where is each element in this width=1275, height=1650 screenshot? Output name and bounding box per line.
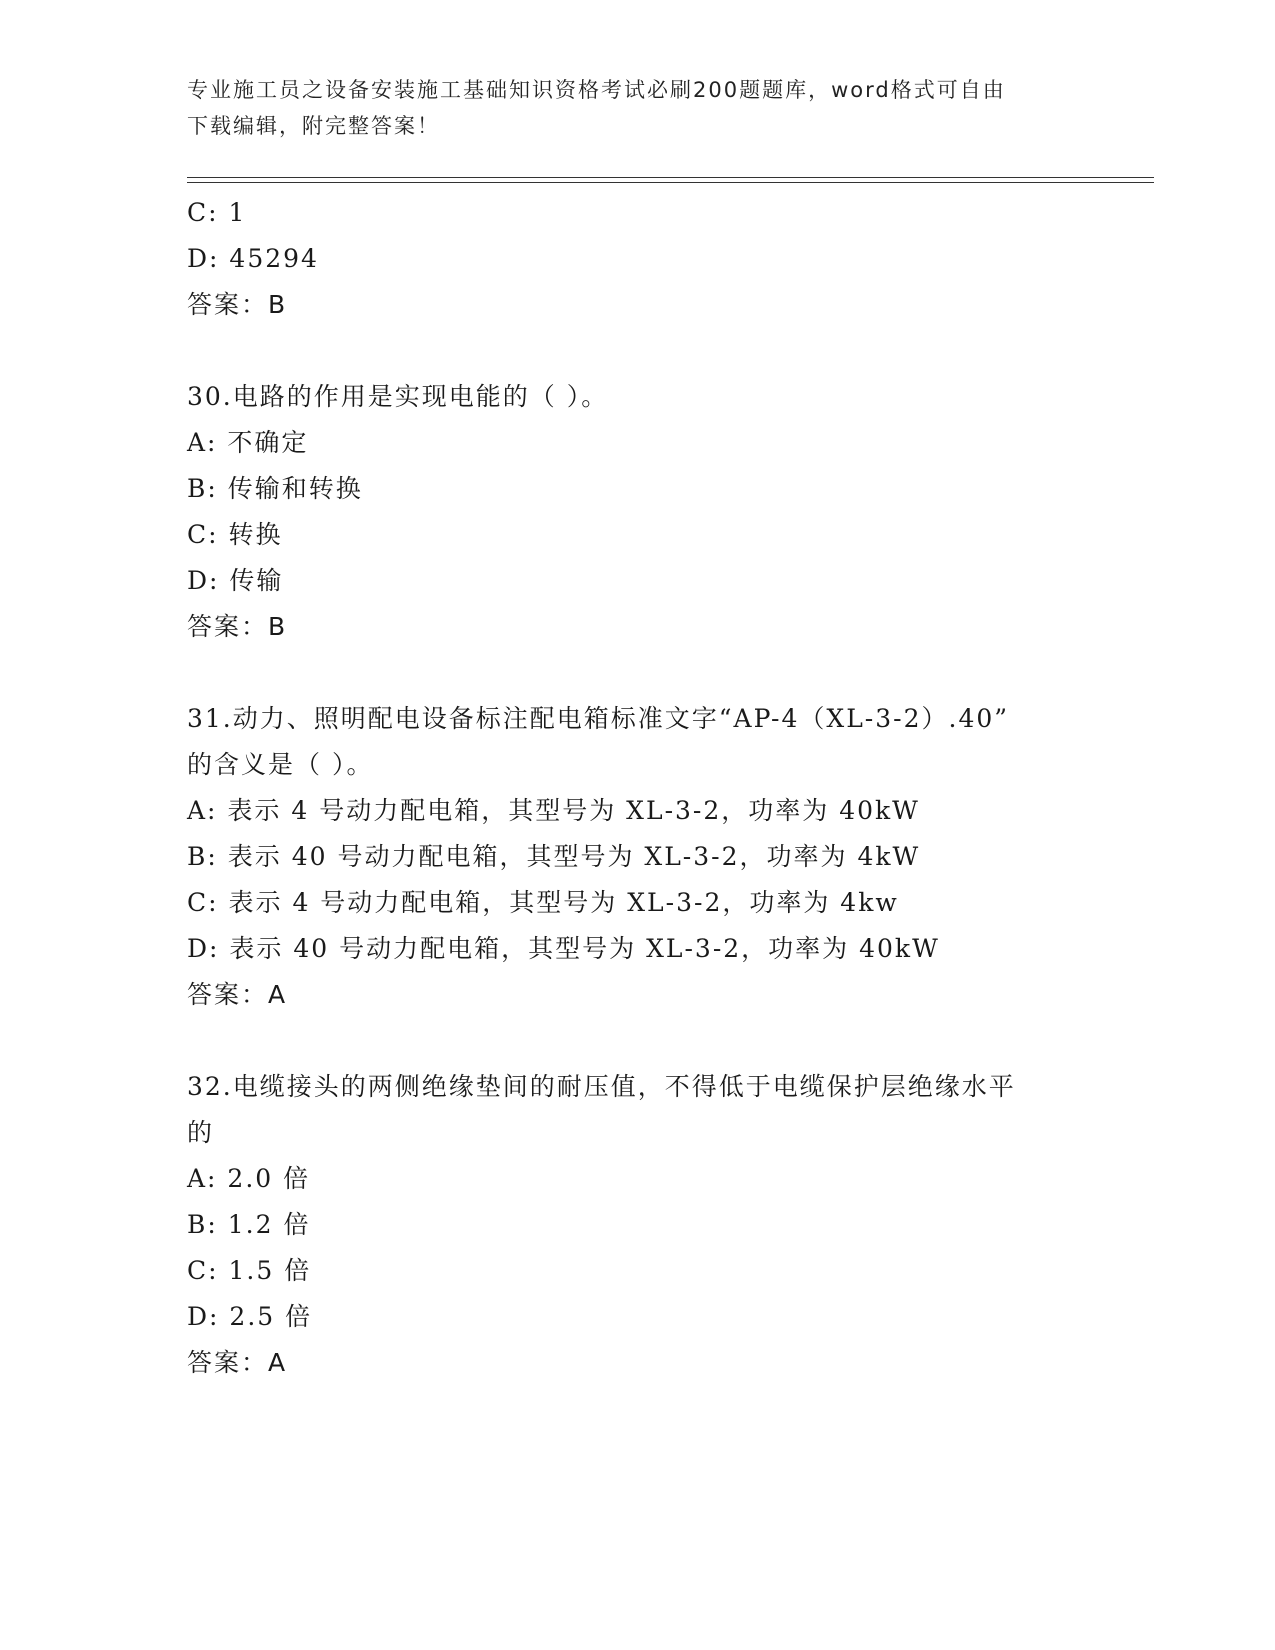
header-line-2: 下载编辑，附完整答案！: [187, 114, 440, 138]
question-31: [187, 696, 1087, 1018]
answer-line: 答案：B: [187, 290, 288, 319]
option-a: A: 表示 4 号动力配电箱，其型号为 XL-3-2，功率为 40kW: [187, 796, 920, 825]
question-stem: 30.电路的作用是实现电能的（ ）。: [187, 382, 609, 411]
option-c: C: 1.5 倍: [187, 1256, 312, 1285]
question-32: [187, 1064, 1087, 1386]
previous-question-tail: [187, 190, 1087, 328]
question-stem-continued: 的: [187, 1118, 215, 1147]
option-c: C: 表示 4 号动力配电箱，其型号为 XL-3-2，功率为 4kw: [187, 888, 899, 917]
header-line-1: 专业施工员之设备安装施工基础知识资格考试必刷200题题库，word格式可自由: [187, 78, 1006, 102]
header-rule-top: [187, 177, 1154, 178]
option-a: A: 2.0 倍: [187, 1164, 311, 1193]
question-list: [187, 190, 1087, 1386]
answer-line: 答案：A: [187, 980, 288, 1009]
option-b: B: 传输和转换: [187, 474, 363, 503]
option-a: A: 不确定: [187, 428, 309, 457]
option-d: D: 45294: [187, 244, 319, 273]
question-stem: 31.动力、照明配电设备标注配电箱标准文字“AP-4（XL-3-2）.40”: [187, 704, 1010, 733]
option-d: D: 2.5 倍: [187, 1302, 313, 1331]
option-c: C: 1: [187, 198, 247, 227]
answer-line: 答案：B: [187, 612, 288, 641]
question-stem-continued: 的含义是（ ）。: [187, 750, 374, 779]
option-c: C: 转换: [187, 520, 283, 549]
answer-line: 答案：A: [187, 1348, 288, 1377]
document-header: [187, 72, 1087, 144]
question-stem: 32.电缆接头的两侧绝缘垫间的耐压值，不得低于电缆保护层绝缘水平: [187, 1072, 1016, 1101]
header-rule-bottom: [187, 182, 1154, 183]
option-b: B: 1.2 倍: [187, 1210, 311, 1239]
option-d: D: 传输: [187, 566, 284, 595]
option-d: D: 表示 40 号动力配电箱，其型号为 XL-3-2，功率为 40kW: [187, 934, 940, 963]
question-30: [187, 374, 1087, 650]
option-b: B: 表示 40 号动力配电箱，其型号为 XL-3-2，功率为 4kW: [187, 842, 921, 871]
